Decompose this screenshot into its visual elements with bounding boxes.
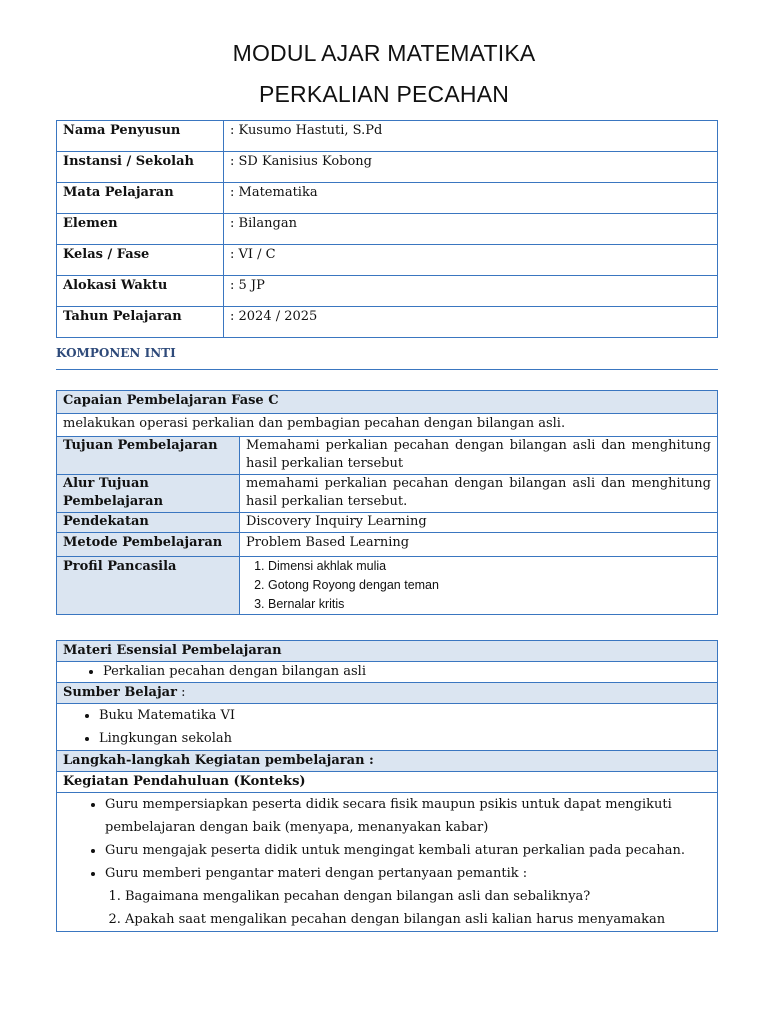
table-row	[57, 683, 718, 704]
list-item: • Guru memberi pengantar materi dengan pertanyaan pemantik :	[105, 862, 711, 885]
table-row	[57, 475, 718, 513]
document-subtitle: PERKALIAN PECAHAN	[258, 81, 510, 107]
identity-value: : Bilangan	[224, 214, 718, 245]
materi-list	[57, 662, 717, 682]
table-row	[57, 214, 718, 245]
komponen-value: Problem Based Learning	[240, 533, 718, 557]
identity-table	[56, 120, 718, 338]
profil-label: Profil Pancasila	[57, 557, 240, 615]
table-row	[57, 121, 718, 152]
identity-label: Kelas / Fase	[57, 245, 224, 276]
capaian-header: Capaian Pembelajaran Fase C	[57, 391, 718, 414]
identity-value: : Kusumo Hastuti, S.Pd	[224, 121, 718, 152]
identity-label: Tahun Pelajaran	[57, 307, 224, 338]
section-heading: KOMPONEN INTI	[56, 346, 718, 370]
komponen-table	[56, 390, 718, 615]
materi-table	[56, 640, 718, 932]
table-row	[57, 662, 718, 683]
table-row	[57, 751, 718, 772]
identity-label: Nama Penyusun	[57, 121, 224, 152]
table-row	[57, 183, 718, 214]
table-row	[57, 641, 718, 662]
identity-label: Mata Pelajaran	[57, 183, 224, 214]
pendahuluan-header: Kegiatan Pendahuluan (Konteks)	[57, 772, 718, 793]
list-item: 3. Bernalar kritis	[268, 595, 711, 614]
sumber-list	[57, 704, 717, 750]
capaian-text: melakukan operasi perkalian dan pembagian pecahan dengan bilangan asli.	[57, 414, 718, 437]
pertanyaan-list	[57, 885, 711, 931]
list-item: • Guru mengajak peserta didik untuk mengingat kembali aturan perkalian pada pecahan.	[105, 839, 711, 862]
table-row	[57, 414, 718, 437]
table-row	[57, 437, 718, 475]
list-item: 2. Apakah saat mengalikan pecahan dengan bilangan asli kalian harus menyamakan	[125, 908, 711, 931]
list-item: • Guru mempersiapkan peserta didik secara fisik maupun psikis untuk dapat mengikuti pembelajaran dengan baik (menyapa, menanyakan kabar)	[105, 793, 711, 839]
identity-label: Alokasi Waktu	[57, 276, 224, 307]
komponen-label: Tujuan Pembelajaran	[57, 437, 240, 475]
identity-value: : Matematika	[224, 183, 718, 214]
list-item: 2. Gotong Royong dengan teman	[268, 576, 711, 595]
table-row	[57, 152, 718, 183]
sumber-header	[57, 683, 718, 704]
identity-value: : VI / C	[224, 245, 718, 276]
list-item: 1. Bagaimana mengalikan pecahan dengan bilangan asli dan sebaliknya?	[125, 885, 711, 908]
table-row	[57, 704, 718, 751]
pendahuluan-list	[57, 793, 711, 885]
profil-list	[246, 557, 711, 614]
table-row	[57, 533, 718, 557]
list-item: • Buku Matematika VI	[99, 704, 717, 727]
list-item: 1. Dimensi akhlak mulia	[268, 557, 711, 576]
list-item: • Perkalian pecahan dengan bilangan asli	[103, 662, 717, 682]
identity-label: Instansi / Sekolah	[57, 152, 224, 183]
table-row	[57, 557, 718, 615]
table-row	[57, 772, 718, 793]
identity-value: : SD Kanisius Kobong	[224, 152, 718, 183]
materi-header: Materi Esensial Pembelajaran	[57, 641, 718, 662]
identity-value: : 5 JP	[224, 276, 718, 307]
identity-label: Elemen	[57, 214, 224, 245]
komponen-label: Alur Tujuan Pembelajaran	[57, 475, 240, 513]
table-row	[57, 276, 718, 307]
komponen-value: Discovery Inquiry Learning	[240, 513, 718, 533]
table-row	[57, 245, 718, 276]
table-row	[57, 793, 718, 932]
komponen-value: memahami perkalian pecahan dengan bilangan asli dan menghitung hasil perkalian tersebut.	[240, 475, 718, 513]
komponen-value: Memahami perkalian pecahan dengan bilangan asli dan menghitung hasil perkalian tersebut	[240, 437, 718, 475]
sumber-colon: :	[176, 685, 186, 700]
document-title: MODUL AJAR MATEMATIKA	[232, 40, 536, 66]
table-row	[57, 391, 718, 414]
identity-value: : 2024 / 2025	[224, 307, 718, 338]
sumber-label: Sumber Belajar	[63, 685, 177, 700]
komponen-label: Metode Pembelajaran	[57, 533, 240, 557]
komponen-label: Pendekatan	[57, 513, 240, 533]
table-row	[57, 307, 718, 338]
table-row	[57, 513, 718, 533]
langkah-header: Langkah-langkah Kegiatan pembelajaran :	[57, 751, 718, 772]
list-item: • Lingkungan sekolah	[99, 727, 717, 750]
